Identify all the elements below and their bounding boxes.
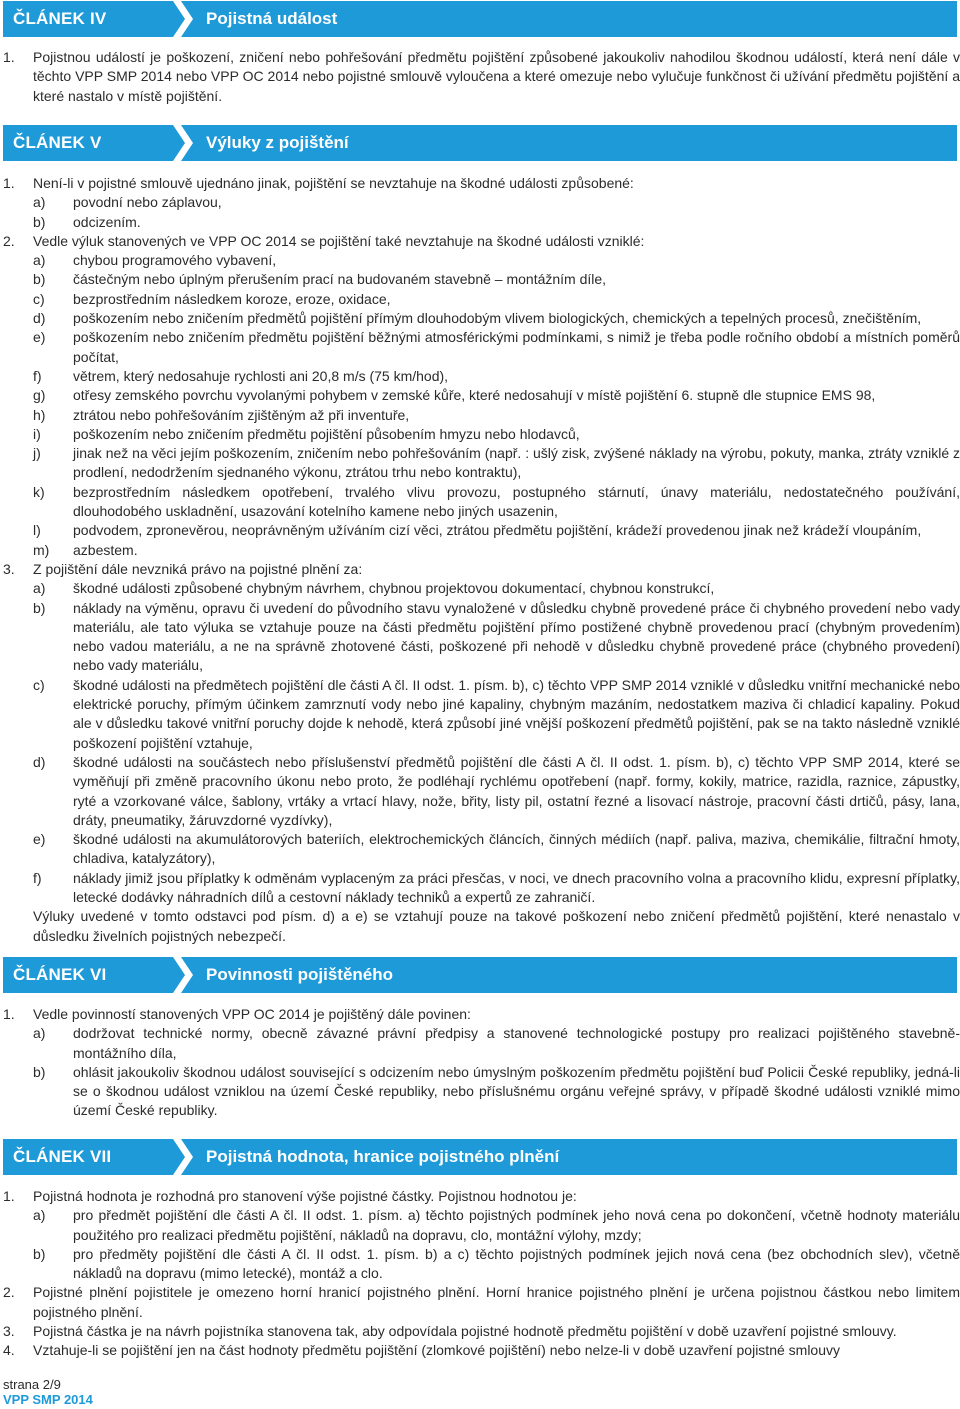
article-label: ČLÁNEK VI <box>13 965 107 984</box>
article-title: Povinnosti pojištěného <box>206 965 394 984</box>
article-title: Pojistná událost <box>206 9 338 28</box>
article-header <box>3 1 957 37</box>
list-item: b) náklady na výměnu, opravu či uvedení do původního stavu vynaložené v důsledku chybně provedené práce či chybného provedení nebo vady materiálu, ale tato výluka se vztahuje pouze na části předmětu pojištění přímo postižené chybně provedenou prací (chybným provedením) nebo vadou materiálu, a ne na správně zhotovené části, poškozené při nehodě v důsledku chybně provedené práce (chybného provedení) nebo vady materiálu, <box>33 599 960 674</box>
list-item: b) ohlásit jakoukoliv škodnou událost související s odcizením nebo úmyslným poškozením předmětu pojištění buď Policii České republiky, jedná-li se o škodnou událost vzniklou na území České republiky, nebo příslušnému orgánu veřejné správy, v případě škodné události vzniklé mimo území České republiky. <box>33 1063 960 1119</box>
article-title: Pojistná hodnota, hranice pojistného plnění <box>206 1147 560 1166</box>
list-item: k) bezprostředním následkem opotřebení, trvalého vlivu provozu, postupného stárnutí, únavy materiálu, nedostatečného používání, dlouhodobého uskladnění, usazování kotelního kamene nebo jiných usazenin, <box>33 483 960 520</box>
paragraph-note: Výluky uvedené v tomto odstavci pod písm. d) a e) se vztahují pouze na takové poškození nebo zničení předmětů pojištění, které nenastalo v důsledku živelních pojistných nebezpečí. <box>33 908 960 944</box>
list-item: a) škodné události způsobené chybným návrhem, chybnou projektovou dokumentací, chybnou konstrukcí, <box>33 580 715 597</box>
list-item: a) pro předmět pojištění dle části A čl. II odst. 1. písm. a) těchto pojistných podmínek jeho nová cena po dokončení, včetně hodnoty materiálu použitého pro realizaci předmětu pojištění, nákladů na dopravu, clo, montážní výlohy, mzdy; <box>33 1207 960 1243</box>
article-body <box>0 1187 960 1361</box>
list-item: f) větrem, který nedosahuje rychlosti ani 20,8 m/s (75 km/hod), <box>33 367 449 384</box>
article-header <box>3 957 957 993</box>
list-item: a) povodní nebo záplavou, <box>33 194 222 211</box>
paragraph: 2. Pojistné plnění pojistitele je omezeno horní hranicí pojistného plnění. Horní hranice pojistného plnění je určena pojistnou částkou nebo limitem pojistného plnění. <box>3 1284 960 1320</box>
paragraph: 3. Pojistná částka je na návrh pojistníka stanovena tak, aby odpovídala pojistné hodnotě předmětu pojištění v době uzavření pojistné smlouvy. <box>3 1323 897 1340</box>
paragraph: 1. Pojistná hodnota je rozhodná pro stanovení výše pojistné částky. Pojistnou hodnotou je: <box>3 1188 577 1204</box>
list-item: b) částečným nebo úplným přerušením prací na budovaném stavebně – montážním díle, <box>33 271 607 288</box>
list-item: c) škodné události na předmětech pojištění dle části A čl. II odst. 1. písm. b), c) těchto VPP SMP 2014 vzniklé v důsledku vnitřní mechanické nebo elektrické poruchy, přímým účinkem zamrznutí vody nebo jiné kapaliny, chybným mazáním, nedostatkem maziva či chladicí kapaliny. Pokud ale v důsledku takové vnitřní poruchy dojde k nehodě, která způsobí jiné vnější poškození předmětů pojištění, pak se na takto následně vzniklé poškození pojištění vztahuje, <box>33 676 960 751</box>
list-item: d) škodné události na součástech nebo příslušenství předmětů pojištění dle části A čl. II odst. 1. písm. b), c) těchto VPP SMP 2014, které se vyměňují při změně pracovního úkonu nebo proto, že podléhají rychlému opotřebení (např. formy, kokily, matrice, razidla, raznice, zápustky, ryté a vzorkované válce, šablony, vrtáky a vrtací hlavy, nože, břity, listy pil, ostatní řezné a lisovací nástroje, pracovní části drtičů, pásy, lana, dráty, pneumatiky, žáruvzdorné vyzdívky), <box>33 753 960 828</box>
document-brand: VPP SMP 2014 <box>3 1392 93 1407</box>
list-item: d) poškozením nebo zničením předmětů pojištění přímým dlouhodobým vlivem biologických, chemických a tepelných procesů, znečištěním, <box>33 310 922 327</box>
list-item: e) škodné události na akumulátorových bateriích, elektrochemických článcích, činných médiích (např. paliva, maziva, chemikálie, filtrační hmoty, chladiva, katalyzátory), <box>33 831 960 867</box>
list-item: a) dodržovat technické normy, obecně závazné právní předpisy a stanovené technologické postupy pro realizaci pojištěného stavebně-montážního díla, <box>33 1025 960 1061</box>
paragraph: 1. Není-li v pojistné smlouvě ujednáno jinak, pojištění se nevztahuje na škodné události způsobené: <box>3 175 634 191</box>
page-number: strana 2/9 <box>3 1377 61 1392</box>
list-item: b) odcizením. <box>33 213 141 230</box>
list-item: b) pro předměty pojištění dle části A čl. II odst. 1. písm. b) a c) těchto pojistných podmínek jejich nová cena (bez obchodních slev), včetně nákladů na dopravu (mimo letecké), montáž a clo. <box>33 1245 960 1282</box>
article-body <box>0 1005 960 1121</box>
article-label: ČLÁNEK VII <box>13 1147 112 1166</box>
article-body <box>0 48 960 106</box>
paragraph: 1. Vedle povinností stanovených VPP OC 2014 je pojištěný dále povinen: <box>3 1006 471 1022</box>
list-item: m) azbestem. <box>33 541 138 558</box>
article-header <box>3 1139 957 1175</box>
list-item: a) chybou programového vybavení, <box>33 252 277 269</box>
list-item: g) otřesy zemského povrchu vyvolanými pohybem v zemské kůře, které nedosahují v místě pojištění 6. stupně dle stupnice EMS 98, <box>33 387 876 404</box>
paragraph: 2. Vedle výluk stanovených ve VPP OC 2014 se pojištění také nevztahuje na škodné události vzniklé: <box>3 232 645 249</box>
page-footer <box>3 1377 93 1407</box>
article-label: ČLÁNEK IV <box>13 9 107 28</box>
list-item: l) podvodem, zpronevěrou, neoprávněným užíváním cizí věci, ztrátou předmětu pojištění, krádeží provedenou jinak než krádeží vloupáním, <box>33 522 922 539</box>
list-item: h) ztrátou nebo pohřešováním zjištěným až při inventuře, <box>33 406 410 423</box>
paragraph: 1. Pojistnou událostí je poškození, zničení nebo pohřešování předmětu pojištění způsobené jakoukoliv nahodilou škodnou událostí, která není dále v těchto VPP SMP 2014 nebo VPP OC 2014 nebo pojistné smlouvě vyloučena a které omezuje nebo vylučuje funkčnost či užívání předmětu pojištění a které nastalo v místě pojištění. <box>3 49 960 104</box>
list-item: j) jinak než na věci jejím poškozením, zničením nebo pohřešováním (např. : ušlý zisk, zvýšené náklady na výrobu, pokuty, manka, ztráty vzniklé z prodlení, nedodržením sjednaného výkonu, ztrátou trhu nebo kontraktu), <box>33 445 960 481</box>
list-item: e) poškozením nebo zničením předmětu pojištění běžnými atmosférickými podmínkami, s nimiž je třeba podle ročního období a místních poměrů počítat, <box>33 329 960 365</box>
article-header <box>3 125 957 161</box>
list-item: i) poškozením nebo zničením předmětu pojištění působením hmyzu nebo hlodavců, <box>33 425 580 442</box>
article-title: Výluky z pojištění <box>206 133 349 152</box>
paragraph: 4. Vztahuje-li se pojištění jen na část hodnoty předmětu pojištění (zlomkové pojištění) nebo nelze-li v době uzavření pojistné smlouvy <box>3 1342 840 1359</box>
paragraph: 3. Z pojištění dále nevzniká právo na pojistné plnění za: <box>3 560 363 577</box>
list-item: c) bezprostředním následkem koroze, eroze, oxidace, <box>33 290 391 307</box>
article-body <box>0 174 960 946</box>
list-item: f) náklady jimiž jsou příplatky k odměnám vyplaceným za práci přesčas, v noci, ve dnech pracovního volna a pracovního klidu, expresní příplatky, letecké dodávky náhradních dílů a cestovní náklady techniků a expertů ze zahraničí. <box>33 869 960 905</box>
article-label: ČLÁNEK V <box>13 133 102 152</box>
